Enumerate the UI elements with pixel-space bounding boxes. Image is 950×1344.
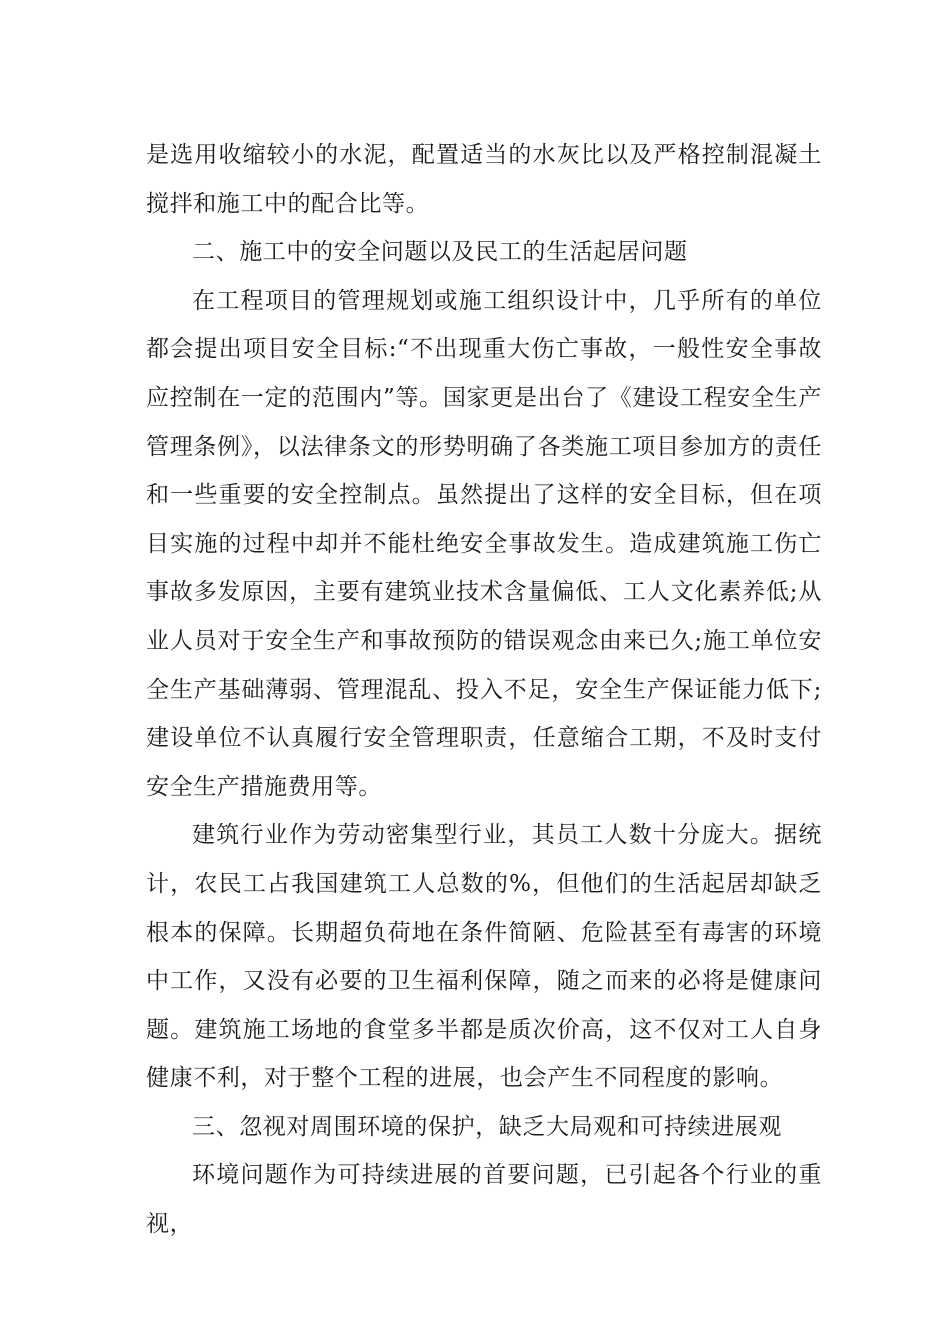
paragraph-continuation: 是选用收缩较小的水泥，配置适当的水灰比以及严格控制混凝土搅拌和施工中的配合比等。 (146, 142, 822, 217)
section-heading-2: 二、施工中的安全问题以及民工的生活起居问题 (192, 239, 688, 266)
section-heading-3: 三、忽视对周围环境的保护，缺乏大局观和可持续进展观 (192, 1113, 782, 1140)
document-body (146, 131, 822, 1249)
paragraph-workers: 建筑行业作为劳动密集型行业，其员工人数十分庞大。据统计，农民工占我国建筑工人总数的%，但他们的生活起居却缺乏根本的保障。长期超负荷地在条件简陋、危险甚至有毒害的环境中工作，又没有必要的卫生福利保障，随之而来的必将是健康问题。建筑施工场地的食堂多半都是质次价高，这不仅对工人自身健康不利，对于整个工程的进展，也会产生不同程度的影响。 (146, 822, 822, 1092)
paragraph-environment: 环境问题作为可持续进展的首要问题，已引起各个行业的重视， (146, 1162, 822, 1238)
paragraph-safety: 在工程项目的管理规划或施工组织设计中，几乎所有的单位都会提出项目安全目标:“不出现重大伤亡事故，一般性安全事故应控制在一定的范围内”等。国家更是出台了《建设工程安全生产管理条例》，以法律条文的形势明确了各类施工项目参加方的责任和一些重要的安全控制点。虽然提出了这样的安全目标，但在项目实施的过程中却并不能杜绝安全事故发生。造成建筑施工伤亡事故多发原因，主要有建筑业技术含量偏低、工人文化素养低;从业人员对于安全生产和事故预防的错误观念由来已久;施工单位安全生产基础薄弱、管理混乱、投入不足，安全生产保证能力低下;建设单位不认真履行安全管理职责，任意缩合工期，不及时支付安全生产措施费用等。 (146, 287, 822, 800)
